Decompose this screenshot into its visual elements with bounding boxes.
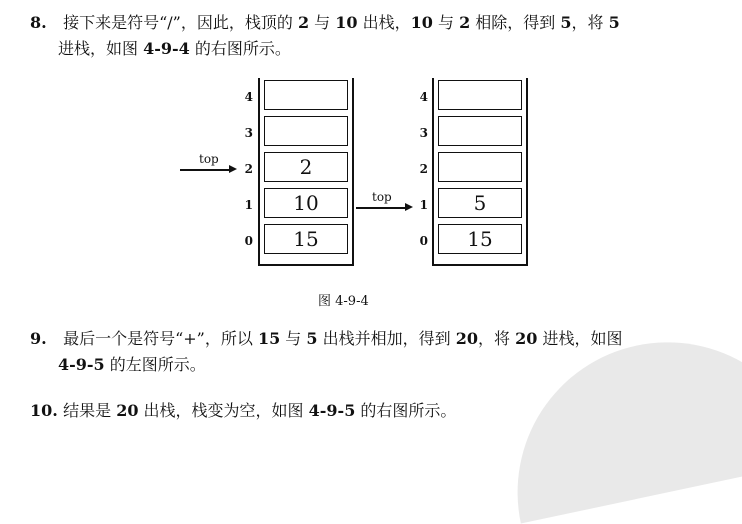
stack-cell: 5	[438, 188, 522, 218]
stack-cell: 15	[264, 224, 348, 254]
paragraph-line	[63, 13, 620, 32]
text-run: 出栈，栈变为空，如图	[138, 401, 309, 420]
figure-ref: 4-9-5	[308, 401, 356, 420]
stack-cell: 2	[264, 152, 348, 182]
number-run: 5	[306, 329, 318, 348]
stack-cell	[438, 152, 522, 182]
stack-index: 1	[244, 198, 253, 212]
text-run: ，将	[571, 13, 609, 32]
stack-cell	[264, 116, 348, 146]
text-run: 出栈，	[357, 13, 411, 32]
paragraph-8	[30, 10, 620, 62]
item-number: 9.	[30, 329, 47, 348]
paragraph-line	[63, 329, 622, 348]
item-number: 8.	[30, 13, 47, 32]
stack-index: 4	[244, 90, 253, 104]
text-run: 的右图所示。	[355, 401, 457, 420]
stack-cell: 15	[438, 224, 522, 254]
text-run: 与	[309, 13, 336, 32]
top-pointer-label: top	[372, 190, 392, 204]
top-pointer-label: top	[199, 152, 219, 166]
number-run: 2	[297, 13, 310, 32]
figure-ref: 4-9-4	[143, 39, 190, 58]
stack-cell	[264, 80, 348, 110]
left-stack	[258, 78, 354, 266]
number-run: 5	[560, 13, 572, 32]
text-run: ，将	[478, 329, 516, 348]
number-run: 10	[410, 13, 433, 32]
stack-index: 4	[419, 90, 428, 104]
figure-ref: 4-9-5	[58, 355, 105, 374]
number-run: 20	[455, 329, 478, 348]
stack-wall-right	[526, 78, 528, 266]
text-run: 最后一个是符号“+”，所以	[63, 329, 258, 348]
text-run: 进栈，如图	[537, 329, 623, 348]
text-run: 进栈，如图	[58, 39, 144, 58]
text-run: 结果是	[63, 401, 117, 420]
arrow-head-icon	[229, 165, 237, 173]
paragraph-10	[30, 398, 456, 424]
item-number: 10.	[30, 401, 58, 420]
stack-cell	[438, 80, 522, 110]
number-run: 15	[257, 329, 281, 348]
number-run: 10	[335, 13, 358, 32]
stack-wall-right	[352, 78, 354, 266]
stack-cell: 10	[264, 188, 348, 218]
number-run: 2	[459, 13, 471, 32]
stack-base	[432, 264, 528, 266]
right-stack	[432, 78, 528, 266]
paragraph-line	[58, 39, 291, 58]
stack-index: 0	[244, 234, 253, 248]
stack-wall-left	[258, 78, 260, 266]
stack-cell	[438, 116, 522, 146]
stack-wall-left	[432, 78, 434, 266]
paragraph-9	[30, 326, 622, 378]
text-run: 接下来是符号“/”，因此，栈顶的	[63, 13, 298, 32]
text-run: 的右图所示。	[189, 39, 291, 58]
text-run: 与	[280, 329, 307, 348]
number-run: 20	[116, 401, 139, 420]
stack-index: 0	[419, 234, 428, 248]
stack-index: 2	[244, 162, 253, 176]
text-run: 相除，得到	[470, 13, 561, 32]
stack-index: 3	[419, 126, 428, 140]
paragraph-line	[63, 401, 456, 420]
text-run: 与	[432, 13, 460, 32]
arrow-head-icon	[405, 203, 413, 211]
top-pointer-arrow	[180, 169, 230, 171]
text-run: 的左图所示。	[104, 355, 206, 374]
paragraph-line	[58, 355, 206, 374]
stack-index: 1	[419, 198, 428, 212]
stack-index: 3	[244, 126, 253, 140]
stack-base	[258, 264, 354, 266]
figure-caption: 图 4-9-4	[318, 294, 369, 309]
top-pointer-arrow	[356, 207, 406, 209]
number-run: 5	[608, 13, 620, 32]
stack-index: 2	[419, 162, 428, 176]
number-run: 20	[515, 329, 538, 348]
text-run: 出栈并相加，得到	[317, 329, 456, 348]
